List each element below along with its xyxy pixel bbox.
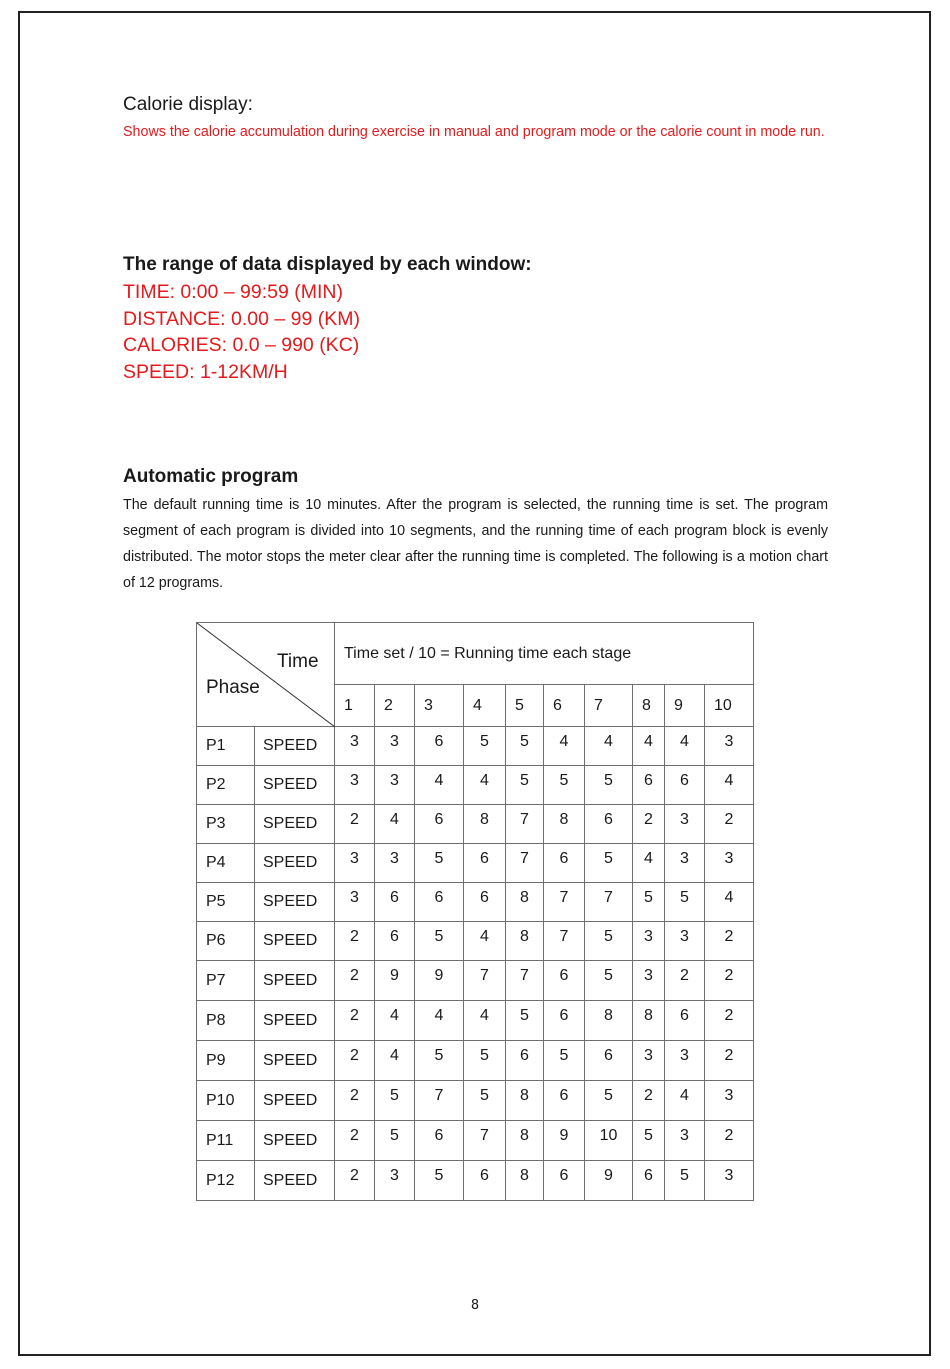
table-row: [197, 1121, 754, 1161]
phase-cell: P1: [197, 727, 255, 766]
speed-value-cell: 5: [633, 883, 665, 922]
speed-value-cell: 2: [705, 1121, 754, 1161]
speed-value-cell: 5: [464, 727, 506, 766]
speed-value-cell: 6: [415, 883, 464, 922]
phase-cell: P5: [197, 883, 255, 922]
segment-header-8: 8: [633, 685, 665, 727]
range-time: TIME: 0:00 – 99:59 (MIN): [123, 281, 343, 303]
speed-value-cell: 5: [506, 766, 544, 805]
speed-value-cell: 5: [665, 883, 705, 922]
speed-value-cell: 3: [705, 727, 754, 766]
speed-value-cell: 2: [335, 1161, 375, 1201]
speed-value-cell: 7: [544, 922, 585, 961]
speed-value-cell: 3: [335, 727, 375, 766]
speed-value-cell: 4: [464, 922, 506, 961]
speed-value-cell: 2: [335, 922, 375, 961]
speed-value-cell: 5: [415, 1161, 464, 1201]
speed-value-cell: 3: [335, 844, 375, 883]
table-row: [197, 1001, 754, 1041]
speed-value-cell: 6: [665, 1001, 705, 1041]
speed-label-cell: SPEED: [255, 922, 335, 961]
speed-value-cell: 3: [705, 1161, 754, 1201]
speed-value-cell: 2: [335, 1081, 375, 1121]
corner-time-label: Time: [277, 651, 319, 672]
speed-value-cell: 4: [633, 844, 665, 883]
speed-label-cell: SPEED: [255, 1081, 335, 1121]
speed-value-cell: 5: [585, 922, 633, 961]
speed-value-cell: 5: [506, 1001, 544, 1041]
speed-value-cell: 5: [585, 961, 633, 1001]
table-row: [197, 883, 754, 922]
speed-value-cell: 5: [464, 1041, 506, 1081]
speed-value-cell: 4: [705, 766, 754, 805]
speed-value-cell: 3: [705, 1081, 754, 1121]
range-list: [123, 279, 828, 385]
automatic-description: The default running time is 10 minutes. After the program is selected, the running time is set. The program segment of each program is divided into 10 segments, and the running time of each program block is evenly distributed. The motor stops the meter clear after the running time is completed. The following is a motion chart of 12 programs.: [123, 497, 828, 591]
segment-header-1: 1: [335, 685, 375, 727]
table-row: [197, 922, 754, 961]
speed-value-cell: 6: [544, 1001, 585, 1041]
speed-value-cell: 3: [335, 766, 375, 805]
speed-value-cell: 4: [375, 805, 415, 844]
speed-value-cell: 6: [585, 1041, 633, 1081]
phase-cell: P7: [197, 961, 255, 1001]
phase-cell: P11: [197, 1121, 255, 1161]
phase-cell: P10: [197, 1081, 255, 1121]
speed-value-cell: 6: [375, 883, 415, 922]
speed-value-cell: 5: [464, 1081, 506, 1121]
segment-header-5: 5: [506, 685, 544, 727]
table-row: [197, 961, 754, 1001]
speed-value-cell: 5: [375, 1121, 415, 1161]
segment-header-4: 4: [464, 685, 506, 727]
range-calories: CALORIES: 0.0 – 990 (KC): [123, 334, 360, 356]
speed-value-cell: 6: [544, 1081, 585, 1121]
speed-value-cell: 2: [335, 1041, 375, 1081]
corner-header: [197, 623, 335, 727]
speed-value-cell: 4: [705, 883, 754, 922]
speed-value-cell: 8: [506, 1121, 544, 1161]
table-row: [197, 1161, 754, 1201]
program-table: [196, 622, 754, 1201]
speed-label-cell: SPEED: [255, 805, 335, 844]
speed-value-cell: 3: [375, 766, 415, 805]
speed-value-cell: 2: [705, 1041, 754, 1081]
segment-header-2: 2: [375, 685, 415, 727]
speed-value-cell: 6: [375, 922, 415, 961]
speed-value-cell: 5: [585, 1081, 633, 1121]
speed-value-cell: 4: [665, 727, 705, 766]
speed-value-cell: 3: [375, 727, 415, 766]
speed-label-cell: SPEED: [255, 961, 335, 1001]
speed-value-cell: 2: [335, 961, 375, 1001]
speed-value-cell: 3: [665, 805, 705, 844]
speed-value-cell: 2: [705, 922, 754, 961]
speed-value-cell: 6: [506, 1041, 544, 1081]
speed-value-cell: 2: [665, 961, 705, 1001]
stage-span-header: Time set / 10 = Running time each stage: [335, 623, 754, 685]
speed-value-cell: 3: [375, 1161, 415, 1201]
speed-value-cell: 4: [375, 1001, 415, 1041]
speed-value-cell: 6: [633, 1161, 665, 1201]
speed-value-cell: 3: [665, 844, 705, 883]
segment-header-7: 7: [585, 685, 633, 727]
speed-value-cell: 2: [705, 1001, 754, 1041]
page-number: 8: [470, 1298, 480, 1313]
speed-label-cell: SPEED: [255, 1041, 335, 1081]
speed-value-cell: 3: [633, 922, 665, 961]
phase-cell: P3: [197, 805, 255, 844]
phase-cell: P12: [197, 1161, 255, 1201]
speed-value-cell: 8: [544, 805, 585, 844]
speed-value-cell: 5: [544, 766, 585, 805]
table-row: [197, 1041, 754, 1081]
speed-value-cell: 2: [705, 805, 754, 844]
speed-label-cell: SPEED: [255, 766, 335, 805]
speed-value-cell: 7: [506, 961, 544, 1001]
speed-value-cell: 4: [585, 727, 633, 766]
segment-header-3: 3: [415, 685, 464, 727]
phase-cell: P8: [197, 1001, 255, 1041]
speed-value-cell: 2: [335, 1001, 375, 1041]
speed-value-cell: 2: [335, 1121, 375, 1161]
diagonal-line: [197, 623, 335, 727]
speed-value-cell: 6: [415, 805, 464, 844]
speed-value-cell: 6: [544, 1161, 585, 1201]
range-distance: DISTANCE: 0.00 – 99 (KM): [123, 307, 360, 330]
speed-value-cell: 7: [464, 961, 506, 1001]
speed-value-cell: 5: [633, 1121, 665, 1161]
table-row: [197, 1081, 754, 1121]
speed-label-cell: SPEED: [255, 883, 335, 922]
speed-value-cell: 4: [544, 727, 585, 766]
speed-value-cell: 4: [665, 1081, 705, 1121]
speed-value-cell: 3: [665, 922, 705, 961]
speed-label-cell: SPEED: [255, 1121, 335, 1161]
speed-value-cell: 5: [585, 844, 633, 883]
speed-label-cell: SPEED: [255, 1001, 335, 1041]
phase-cell: P9: [197, 1041, 255, 1081]
speed-value-cell: 6: [544, 844, 585, 883]
calorie-heading: Calorie display:: [123, 94, 253, 115]
speed-value-cell: 6: [415, 727, 464, 766]
speed-value-cell: 7: [585, 883, 633, 922]
speed-value-cell: 3: [633, 1041, 665, 1081]
segment-header-6: 6: [544, 685, 585, 727]
range-speed: SPEED: 1-12KM/H: [123, 360, 288, 383]
speed-value-cell: 7: [464, 1121, 506, 1161]
speed-value-cell: 6: [544, 961, 585, 1001]
speed-value-cell: 6: [585, 805, 633, 844]
speed-value-cell: 7: [506, 844, 544, 883]
speed-value-cell: 9: [544, 1121, 585, 1161]
speed-value-cell: 6: [665, 766, 705, 805]
speed-value-cell: 4: [415, 1001, 464, 1041]
speed-value-cell: 8: [506, 883, 544, 922]
corner-phase-label: Phase: [206, 677, 260, 698]
range-heading: The range of data displayed by each window:: [123, 254, 532, 275]
table-row: [197, 805, 754, 844]
speed-value-cell: 3: [335, 883, 375, 922]
speed-value-cell: 5: [375, 1081, 415, 1121]
speed-value-cell: 5: [506, 727, 544, 766]
speed-value-cell: 4: [464, 766, 506, 805]
table-row: [197, 727, 754, 766]
speed-value-cell: 3: [705, 844, 754, 883]
speed-value-cell: 8: [506, 1081, 544, 1121]
speed-value-cell: 8: [633, 1001, 665, 1041]
speed-value-cell: 5: [415, 1041, 464, 1081]
program-rows: [197, 727, 754, 1201]
speed-label-cell: SPEED: [255, 844, 335, 883]
speed-value-cell: 3: [375, 844, 415, 883]
phase-cell: P4: [197, 844, 255, 883]
automatic-heading: Automatic program: [123, 466, 299, 487]
speed-value-cell: 3: [633, 961, 665, 1001]
speed-value-cell: 2: [633, 805, 665, 844]
speed-value-cell: 6: [464, 844, 506, 883]
speed-value-cell: 5: [544, 1041, 585, 1081]
speed-value-cell: 8: [585, 1001, 633, 1041]
speed-value-cell: 4: [415, 766, 464, 805]
speed-value-cell: 6: [464, 883, 506, 922]
speed-value-cell: 7: [415, 1081, 464, 1121]
speed-value-cell: 4: [375, 1041, 415, 1081]
speed-value-cell: 5: [415, 922, 464, 961]
speed-value-cell: 7: [544, 883, 585, 922]
speed-value-cell: 2: [335, 805, 375, 844]
speed-value-cell: 8: [506, 1161, 544, 1201]
speed-value-cell: 2: [633, 1081, 665, 1121]
speed-value-cell: 8: [506, 922, 544, 961]
speed-value-cell: 5: [665, 1161, 705, 1201]
speed-value-cell: 4: [633, 727, 665, 766]
speed-value-cell: 8: [464, 805, 506, 844]
speed-value-cell: 2: [705, 961, 754, 1001]
segment-header-9: 9: [665, 685, 705, 727]
table-row: [197, 844, 754, 883]
speed-value-cell: 6: [633, 766, 665, 805]
speed-value-cell: 7: [506, 805, 544, 844]
speed-value-cell: 5: [585, 766, 633, 805]
phase-cell: P2: [197, 766, 255, 805]
segment-header-10: 10: [705, 685, 754, 727]
speed-value-cell: 9: [415, 961, 464, 1001]
speed-value-cell: 9: [375, 961, 415, 1001]
speed-value-cell: 6: [464, 1161, 506, 1201]
speed-value-cell: 3: [665, 1121, 705, 1161]
speed-value-cell: 4: [464, 1001, 506, 1041]
speed-value-cell: 5: [415, 844, 464, 883]
speed-label-cell: SPEED: [255, 1161, 335, 1201]
speed-label-cell: SPEED: [255, 727, 335, 766]
speed-value-cell: 6: [415, 1121, 464, 1161]
phase-cell: P6: [197, 922, 255, 961]
speed-value-cell: 3: [665, 1041, 705, 1081]
speed-value-cell: 10: [585, 1121, 633, 1161]
calorie-description: Shows the calorie accumulation during exercise in manual and program mode or the calorie count in mode run.: [123, 124, 825, 140]
speed-value-cell: 9: [585, 1161, 633, 1201]
table-row: [197, 766, 754, 805]
